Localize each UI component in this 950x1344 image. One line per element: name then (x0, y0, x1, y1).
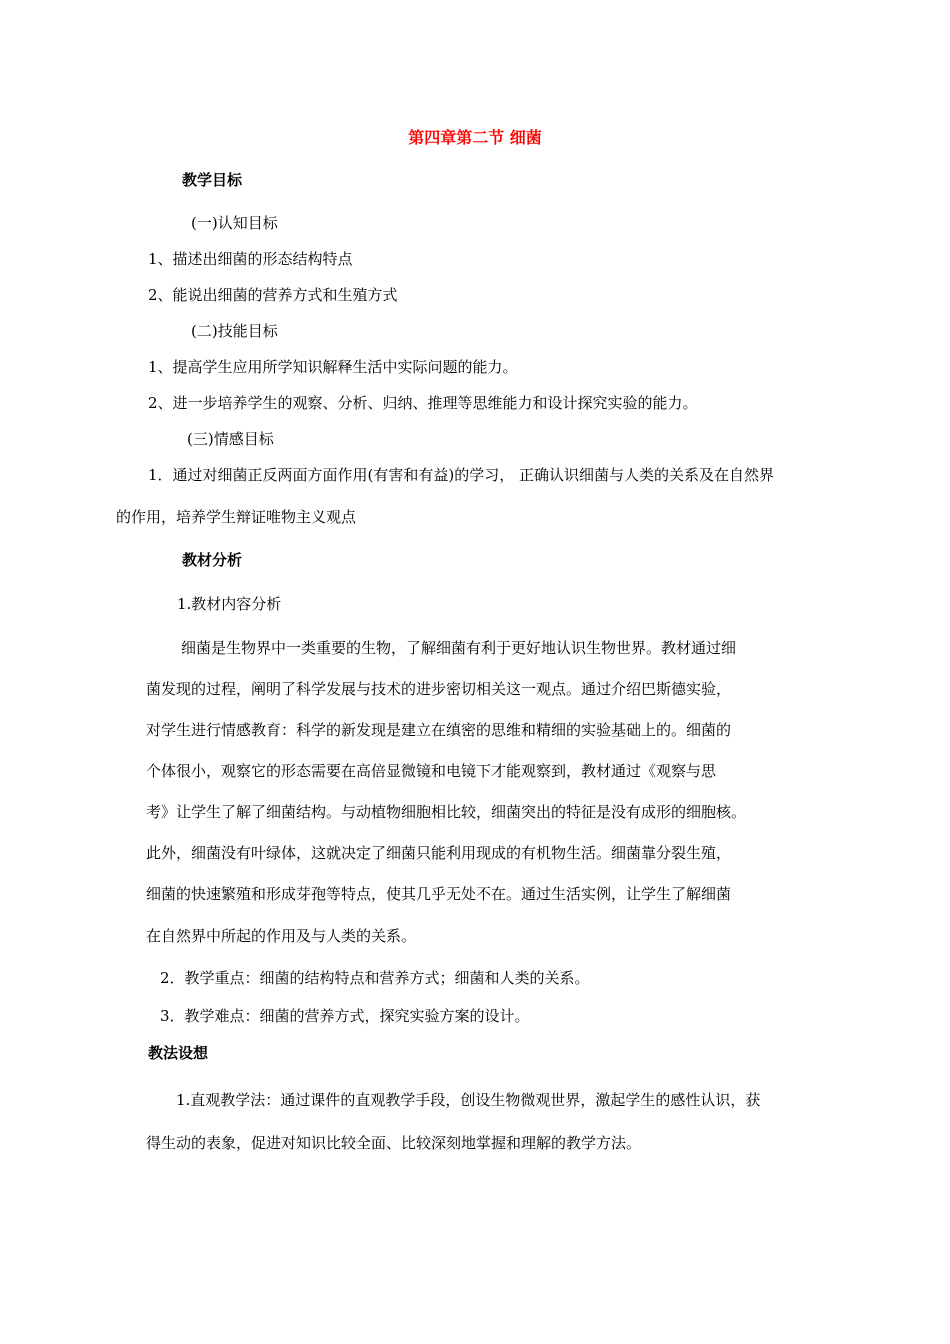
analysis-paragraph-line: 考》让学生了解了细菌结构。与动植物细胞相比较，细菌突出的特征是没有成形的细胞核。 (146, 803, 747, 821)
analysis-paragraph-line: 此外，细菌没有叶绿体，这就决定了细菌只能利用现成的有机物生活。细菌靠分裂生殖， (146, 844, 732, 862)
document-title: 第四章第二节 细菌 (408, 128, 542, 147)
heading-material-analysis: 教材分析 (182, 551, 243, 569)
cognitive-goal-1: 1、描述出细菌的形态结构特点 (148, 250, 353, 268)
emotion-goal-1-line-1: 1．通过对细菌正反两面方面作用(有害和有益)的学习， 正确认识细菌与人类的关系及在自然界 (148, 466, 775, 484)
subheading-skill-goals: (二)技能目标 (191, 322, 278, 340)
method-item-1-line-1: 1.直观教学法：通过课件的直观教学手段，创设生物微观世界，激起学生的感性认识，获 (176, 1091, 761, 1109)
analysis-paragraph-line: 菌发现的过程，阐明了科学发展与技术的进步密切相关这一观点。通过介绍巴斯德实验， (146, 680, 732, 698)
method-item-1-line-2: 得生动的表象，促进对知识比较全面、比较深刻地掌握和理解的教学方法。 (146, 1134, 642, 1152)
skill-goal-2: 2、进一步培养学生的观察、分析、归纳、推理等思维能力和设计探究实验的能力。 (148, 394, 698, 412)
analysis-paragraph-line: 对学生进行情感教育：科学的新发现是建立在缜密的思维和精细的实验基础上的。细菌的 (146, 721, 732, 739)
analysis-paragraph-line: 细菌是生物界中一类重要的生物，了解细菌有利于更好地认识生物世界。教材通过细 (181, 639, 737, 657)
cognitive-goal-2: 2、能说出细菌的营养方式和生殖方式 (148, 286, 398, 304)
emotion-goal-1-line-2: 的作用，培养学生辩证唯物主义观点 (116, 508, 357, 526)
skill-goal-1: 1、提高学生应用所学知识解释生活中实际问题的能力。 (148, 358, 518, 376)
analysis-paragraph-line: 个体很小，观察它的形态需要在高倍显微镜和电镜下才能观察到，教材通过《观察与思 (146, 762, 717, 780)
subheading-cognitive-goals: (一)认知目标 (191, 214, 278, 232)
analysis-paragraph-line: 细菌的快速繁殖和形成芽孢等特点，使其几乎无处不在。通过生活实例，让学生了解细菌 (146, 885, 732, 903)
subheading-emotion-goals: (三)情感目标 (187, 430, 274, 448)
teaching-key-point: 2．教学重点：细菌的结构特点和营养方式；细菌和人类的关系。 (160, 969, 590, 987)
teaching-difficulty: 3．教学难点：细菌的营养方式，探究实验方案的设计。 (160, 1007, 530, 1025)
subheading-content-analysis: 1.教材内容分析 (177, 595, 282, 613)
analysis-paragraph-line: 在自然界中所起的作用及与人类的关系。 (146, 927, 417, 945)
heading-teaching-goals: 教学目标 (182, 171, 243, 189)
heading-teaching-method: 教法设想 (148, 1044, 209, 1062)
